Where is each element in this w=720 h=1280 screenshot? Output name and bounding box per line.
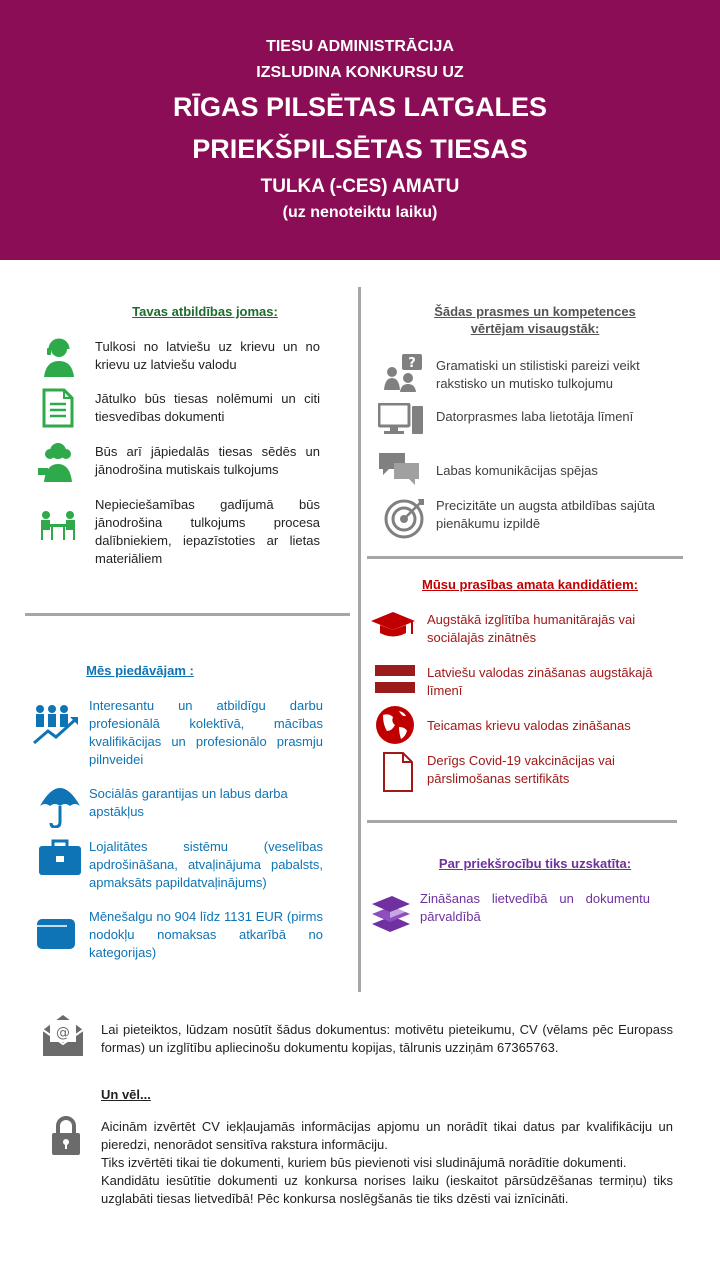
responsibilities-title: Tavas atbildības jomas: bbox=[132, 304, 278, 319]
headset-person-icon bbox=[40, 337, 78, 377]
graduation-cap-icon bbox=[370, 610, 416, 640]
globe-icon bbox=[375, 705, 415, 745]
header-court-name-1: RĪGAS PILSĒTAS LATGALES bbox=[172, 92, 548, 122]
divider-right-2 bbox=[367, 820, 677, 823]
header-court-name-2: PRIEKŠPILSĒTAS TIESAS bbox=[192, 134, 528, 164]
responsibility-item-4: Nepieciešamības gadījumā būs jānodrošina tulkojums procesa dalībniekiem, iepazīstoties ar lietas materiāliem bbox=[95, 497, 320, 566]
team-growth-icon bbox=[32, 703, 80, 745]
certificate-icon bbox=[382, 751, 414, 793]
more-paragraph-2: Tiks izvērtēti tikai tie dokumenti, kuriem būs pievienoti visi sludinājumā norādītie dokumenti. bbox=[101, 1155, 627, 1170]
requirement-item-2: Latviešu valodas zināšanas augstākajā līmenī bbox=[427, 665, 653, 698]
skill-item-4: Precizitāte un augsta atbildības sajūta pienākumu izpildē bbox=[436, 498, 655, 531]
briefcase-icon bbox=[38, 838, 82, 876]
target-icon bbox=[384, 497, 426, 539]
advantage-title: Par priekšrocību tiks uzskatīta: bbox=[438, 856, 632, 871]
chat-bubbles-icon bbox=[378, 451, 420, 485]
divider-right-1 bbox=[367, 556, 683, 559]
email-envelope-icon bbox=[40, 1012, 86, 1058]
people-question-icon bbox=[382, 352, 424, 392]
offer-item-3: Lojalitātes sistēmu (veselības apdrošināšana, atvaļinājuma pabalsts, apmaksāts papildatvaļinājums) bbox=[89, 839, 323, 890]
responsibility-item-3: Būs arī jāpiedalās tiesas sēdēs un jānodrošina mutiskais tulkojums bbox=[95, 444, 320, 477]
offer-item-4: Mēnešalgu no 904 līdz 1131 EUR (pirms nodokļu nomaksas atkarībā no kategorijas) bbox=[89, 909, 323, 960]
more-title: Un vēl... bbox=[101, 1087, 151, 1102]
flag-icon bbox=[375, 665, 415, 693]
skills-title-line-2: vērtējam visaugstāk: bbox=[470, 321, 600, 336]
more-paragraph-3: Kandidātu iesūtītie dokumenti uz konkursa norises laiku (ieskaitot pārsūdzēšanas termiņu) tiks uzglabāti tiesas lietvedībā! Pēc konkursa noslēgšanās tie tiks dzēsti vai iznīcināti. bbox=[101, 1173, 673, 1206]
more-paragraph-1: Aicinām izvērtēt CV iekļaujamās informācijas apjomu un norādīt tikai datus par kvalifikāciju un pieredzi, nenorādot sensitīva rakstura informāciju. bbox=[101, 1119, 673, 1152]
umbrella-icon bbox=[38, 786, 82, 828]
wallet-icon bbox=[36, 916, 76, 950]
skill-item-1: Gramatiski un stilistiski pareizi veikt rakstisko un mutisko tulkojumu bbox=[436, 358, 640, 391]
offer-item-1: Interesantu un atbildīgu darbu profesionālā kolektīvā, mācības kvalifikācijas un profesionālo prasmju pilnveidei bbox=[89, 698, 323, 767]
vertical-divider bbox=[358, 287, 361, 992]
responsibility-item-2: Jātulko būs tiesas nolēmumi un citi tiesvedības dokumenti bbox=[95, 391, 320, 424]
requirement-item-3: Teicamas krievu valodas zināšanas bbox=[427, 718, 631, 733]
skill-item-2: Datorprasmes laba lietotāja līmenī bbox=[436, 409, 634, 424]
skill-item-3: Labas komunikācijas spējas bbox=[436, 463, 598, 478]
meeting-table-icon bbox=[38, 510, 78, 542]
requirements-title: Mūsu prasības amata kandidātiem: bbox=[421, 577, 638, 592]
requirement-item-4: Derīgs Covid-19 vakcinācijas vai pārslimošanas sertifikāts bbox=[427, 753, 615, 786]
offer-title: Mēs piedāvājam : bbox=[86, 663, 194, 678]
offer-item-2: Sociālās garantijas un labus darba apstākļus bbox=[89, 786, 288, 819]
header-line-1: TIESU ADMINISTRĀCIJA bbox=[266, 38, 454, 55]
requirement-item-1: Augstākā izglītība humanitārajās vai sociālajās zinātnēs bbox=[427, 612, 636, 645]
svg-text:@: @ bbox=[56, 1025, 70, 1041]
divider-left bbox=[25, 613, 350, 616]
books-icon bbox=[370, 894, 412, 934]
skills-title-line-1: Šādas prasmes un kompetences bbox=[434, 304, 636, 319]
skills-title bbox=[395, 304, 675, 336]
responsibility-item-1: Tulkosi no latviešu uz krievu un no krievu uz latviešu valodu bbox=[95, 339, 320, 372]
computer-icon bbox=[378, 403, 424, 437]
padlock-icon bbox=[50, 1115, 82, 1157]
advantage-item-1: Zināšanas lietvedībā un dokumentu pārvaldībā bbox=[420, 891, 650, 924]
document-icon bbox=[42, 388, 74, 428]
more-text bbox=[101, 1118, 673, 1208]
header-banner bbox=[0, 0, 720, 260]
header-term: (uz nenoteiktu laiku) bbox=[282, 204, 438, 221]
svg-text:?: ? bbox=[408, 356, 416, 371]
apply-text: Lai pieteiktos, lūdzam nosūtīt šādus dokumentus: motivētu pieteikumu, CV (vēlams pēc Europass formas) un izglītību apliecinošu dokumentu kopijas, tālrunis uzziņām 67365763. bbox=[101, 1022, 673, 1055]
header-line-2: IZSLUDINA KONKURSU UZ bbox=[256, 64, 464, 81]
header-position: TULKA (-CES) AMATU bbox=[260, 176, 460, 197]
speaker-person-icon bbox=[38, 442, 78, 482]
